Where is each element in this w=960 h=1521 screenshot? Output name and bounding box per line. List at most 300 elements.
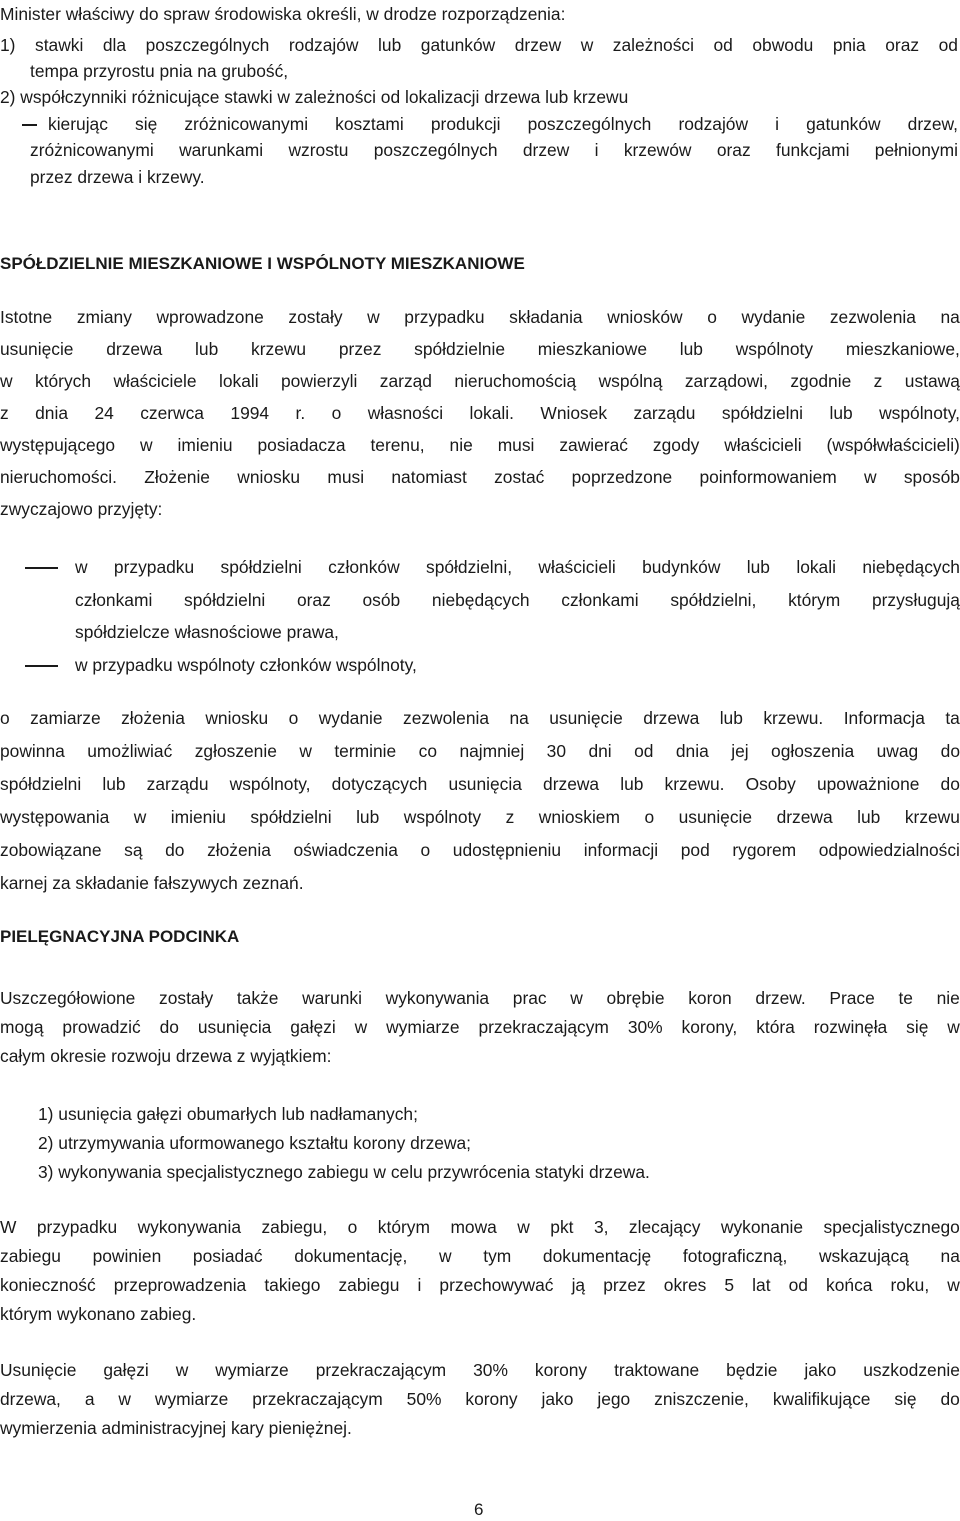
word: wydanie bbox=[741, 307, 806, 327]
word: drzew, bbox=[907, 114, 958, 134]
word: r. bbox=[295, 403, 306, 423]
word: lub bbox=[102, 774, 126, 794]
word: korony bbox=[465, 1389, 518, 1409]
word: poprzedzone bbox=[571, 467, 673, 487]
word: koron bbox=[688, 988, 732, 1008]
word: zgody bbox=[652, 435, 700, 455]
paragraph-line bbox=[0, 840, 960, 860]
word: obwodu bbox=[752, 35, 814, 55]
word: na bbox=[940, 307, 960, 327]
word: do bbox=[165, 840, 185, 860]
word: zgodnie bbox=[790, 371, 852, 391]
word: dni bbox=[588, 741, 612, 761]
word: gatunków bbox=[420, 35, 496, 55]
word: właścicieli bbox=[538, 557, 616, 577]
word: końca bbox=[826, 1275, 873, 1295]
intro-line bbox=[48, 114, 958, 134]
word: poszczególnych bbox=[527, 114, 652, 134]
word: zarządu bbox=[146, 774, 209, 794]
word: dokumentację, bbox=[294, 1246, 408, 1266]
paragraph-line bbox=[0, 807, 960, 827]
word: przypadku bbox=[113, 557, 195, 577]
word: ogłoszenia bbox=[771, 741, 855, 761]
word: wymiarze bbox=[215, 1360, 289, 1380]
dash-icon bbox=[22, 124, 37, 126]
word: w bbox=[864, 467, 877, 487]
word: którym bbox=[377, 1217, 430, 1237]
word: wnioskiem bbox=[538, 807, 620, 827]
word: (współwłaścicieli) bbox=[826, 435, 960, 455]
paragraph-line bbox=[0, 741, 960, 761]
word: zarządowi, bbox=[684, 371, 768, 391]
word: lokali bbox=[218, 371, 259, 391]
word: wprowadzone bbox=[156, 307, 264, 327]
word: dotyczących bbox=[331, 774, 428, 794]
word: lub bbox=[857, 807, 881, 827]
word: zniszczenie, bbox=[654, 1389, 749, 1409]
word: oraz bbox=[296, 590, 331, 610]
word: lub bbox=[746, 557, 770, 577]
word: w bbox=[0, 371, 13, 391]
word: w bbox=[133, 807, 147, 827]
word: ją bbox=[571, 1275, 586, 1295]
word: mieszkaniowe, bbox=[845, 339, 960, 359]
word: lub bbox=[378, 35, 402, 55]
word: budynków bbox=[642, 557, 721, 577]
word: Wniosek bbox=[540, 403, 608, 423]
word: złożenia bbox=[207, 840, 271, 860]
word: terminie bbox=[334, 741, 397, 761]
word: gałęzi bbox=[103, 1360, 149, 1380]
word: w bbox=[517, 1217, 530, 1237]
word: stawki bbox=[35, 35, 84, 55]
word: najmniej bbox=[459, 741, 525, 761]
word: wniosku bbox=[205, 708, 269, 728]
word: i bbox=[417, 1275, 422, 1295]
word: usunięcie bbox=[549, 708, 623, 728]
word: mowa bbox=[450, 1217, 497, 1237]
word: udostępnieniu bbox=[452, 840, 562, 860]
word: zamiarze bbox=[30, 708, 101, 728]
word: i bbox=[594, 140, 599, 160]
word: wniosku bbox=[237, 467, 301, 487]
word: specjalistycznego bbox=[823, 1217, 960, 1237]
word: o bbox=[420, 840, 431, 860]
word: zlecający bbox=[628, 1217, 701, 1237]
word: usunięcia bbox=[197, 1017, 272, 1037]
word: nie bbox=[936, 988, 960, 1008]
paragraph-line: zwyczajowo przyjęty: bbox=[0, 499, 163, 519]
list-item: 2) utrzymywania uformowanego kształtu korony drzewa; bbox=[38, 1133, 472, 1153]
word: poszczególnych bbox=[373, 140, 498, 160]
word: dokumentację bbox=[542, 1246, 652, 1266]
intro-line: Minister właściwy do spraw środowiska określi, w drodze rozporządzenia: bbox=[0, 4, 566, 24]
word: których bbox=[34, 371, 92, 391]
word: w bbox=[947, 1275, 960, 1295]
word: fotograficzną, bbox=[682, 1246, 788, 1266]
word: spółdzielni, bbox=[670, 590, 757, 610]
word: zobowiązane bbox=[0, 840, 102, 860]
word: powierzyli bbox=[281, 371, 358, 391]
word: traktowane bbox=[614, 1360, 700, 1380]
word: zawierać bbox=[559, 435, 628, 455]
word: 1994 bbox=[230, 403, 270, 423]
word: członkami bbox=[75, 590, 153, 610]
word: do bbox=[159, 1017, 179, 1037]
word: do bbox=[940, 774, 960, 794]
word: rygorem bbox=[732, 840, 797, 860]
word: zgłoszenie bbox=[194, 741, 277, 761]
word: 1) bbox=[0, 35, 16, 55]
word: umożliwiać bbox=[87, 741, 173, 761]
word: oświadczenia bbox=[293, 840, 398, 860]
word: kwalifikujące bbox=[772, 1389, 871, 1409]
word: Usunięcie bbox=[0, 1360, 77, 1380]
bullet-dash-icon bbox=[25, 665, 58, 667]
word: co bbox=[418, 741, 438, 761]
word: krzewu. bbox=[664, 774, 725, 794]
word: się bbox=[894, 1389, 917, 1409]
word: imieniu bbox=[170, 807, 226, 827]
word: o bbox=[707, 307, 717, 327]
word: roku, bbox=[890, 1275, 930, 1295]
word: mieszkaniowe bbox=[537, 339, 647, 359]
word: w bbox=[139, 435, 153, 455]
word: o bbox=[347, 1217, 358, 1237]
word: rodzajów bbox=[288, 35, 359, 55]
word: wykonywania bbox=[385, 988, 490, 1008]
word: wymiarze bbox=[386, 1017, 460, 1037]
word: w bbox=[75, 557, 88, 577]
word: są bbox=[124, 840, 143, 860]
word: funkcjami bbox=[776, 140, 850, 160]
word: drzew. bbox=[755, 988, 806, 1008]
word: wspólnoty, bbox=[229, 774, 311, 794]
word: spółdzielni, bbox=[426, 557, 513, 577]
word: powinna bbox=[0, 741, 65, 761]
word: drzewa bbox=[643, 708, 700, 728]
word: własności bbox=[367, 403, 444, 423]
paragraph-line bbox=[0, 1275, 960, 1295]
word: zabiegu bbox=[338, 1275, 400, 1295]
word: zróżnicowanymi bbox=[184, 114, 309, 134]
word: jego bbox=[597, 1389, 631, 1409]
word: dnia bbox=[675, 741, 709, 761]
bullet-dash-icon bbox=[25, 567, 58, 569]
word: członkami bbox=[561, 590, 639, 610]
word: w bbox=[439, 1246, 452, 1266]
word: produkcji bbox=[430, 114, 501, 134]
word: gatunków bbox=[806, 114, 881, 134]
word: takiego bbox=[264, 1275, 321, 1295]
word: wykonywania bbox=[137, 1217, 242, 1237]
word: usunięcie bbox=[678, 807, 753, 827]
word: pod bbox=[680, 840, 710, 860]
word: lub bbox=[679, 339, 703, 359]
word: lokali. bbox=[469, 403, 514, 423]
word: od bbox=[788, 1275, 808, 1295]
intro-line bbox=[0, 35, 958, 55]
word: ustawą bbox=[904, 371, 960, 391]
section-heading: PIELĘGNACYJNA PODCINKA bbox=[0, 927, 240, 946]
intro-line bbox=[30, 140, 958, 160]
word: w bbox=[580, 35, 594, 55]
word: o bbox=[0, 708, 10, 728]
word: o bbox=[288, 708, 299, 728]
word: 24 bbox=[94, 403, 114, 423]
word: drzewa bbox=[776, 807, 833, 827]
word: rodzajów bbox=[678, 114, 749, 134]
word: prac bbox=[512, 988, 547, 1008]
paragraph-line bbox=[0, 435, 960, 455]
word: zezwolenia bbox=[403, 708, 490, 728]
word: krzewu bbox=[904, 807, 960, 827]
word: do bbox=[940, 1389, 960, 1409]
word: uszkodzenie bbox=[863, 1360, 960, 1380]
word: składania bbox=[509, 307, 583, 327]
paragraph-line bbox=[0, 371, 960, 391]
word: usunięcia bbox=[448, 774, 522, 794]
word: także bbox=[236, 988, 279, 1008]
word: krzewu bbox=[251, 339, 307, 359]
word: wspólną bbox=[598, 371, 663, 391]
word: przez bbox=[338, 339, 382, 359]
word: przekraczającym bbox=[315, 1360, 447, 1380]
word: oraz bbox=[885, 35, 920, 55]
word: oraz bbox=[716, 140, 751, 160]
word: od bbox=[634, 741, 654, 761]
word: przypadku bbox=[404, 307, 485, 327]
word: nie bbox=[449, 435, 473, 455]
word: drzewa, bbox=[0, 1389, 61, 1409]
word: wydanie bbox=[318, 708, 383, 728]
word: powinien bbox=[92, 1246, 162, 1266]
word: zostały bbox=[159, 988, 214, 1008]
word: usunięcie bbox=[0, 339, 74, 359]
word: z bbox=[0, 403, 9, 423]
paragraph-line: karnej za składanie fałszywych zeznań. bbox=[0, 873, 304, 893]
word: warunkami bbox=[179, 140, 264, 160]
word: spółdzielnie bbox=[414, 339, 506, 359]
word: na bbox=[509, 708, 529, 728]
word: te bbox=[898, 988, 913, 1008]
word: wykonanie bbox=[720, 1217, 804, 1237]
paragraph-line bbox=[0, 1017, 960, 1037]
intro-line: 2) współczynniki różnicujące stawki w zależności od lokalizacji drzewa lub krzewu bbox=[0, 87, 629, 107]
word: od bbox=[938, 35, 958, 55]
word: przeprowadzenia bbox=[113, 1275, 247, 1295]
word: 5 bbox=[724, 1275, 735, 1295]
word: o bbox=[644, 807, 655, 827]
word: musi bbox=[327, 467, 365, 487]
word: zmiany bbox=[76, 307, 132, 327]
word: przekraczającym bbox=[478, 1017, 609, 1037]
word: osób bbox=[362, 590, 401, 610]
word: mogą bbox=[0, 1017, 44, 1037]
word: do bbox=[940, 741, 960, 761]
word: natomiast bbox=[391, 467, 467, 487]
word: 30% bbox=[627, 1017, 663, 1037]
word: występującego bbox=[0, 435, 116, 455]
word: spółdzielni bbox=[220, 557, 302, 577]
paragraph-line: całym okresie rozwoju drzewa z wyjątkiem: bbox=[0, 1046, 332, 1066]
word: w bbox=[299, 741, 312, 761]
word: lub bbox=[829, 403, 853, 423]
word: imieniu bbox=[177, 435, 233, 455]
word: poszczególnych bbox=[145, 35, 270, 55]
word: zróżnicowanymi bbox=[30, 140, 154, 160]
bullet-line: w przypadku wspólnoty członków wspólnoty, bbox=[75, 655, 417, 675]
word: drzewa bbox=[543, 774, 600, 794]
word: niebędących bbox=[862, 557, 960, 577]
word: członków bbox=[328, 557, 400, 577]
paragraph-line bbox=[0, 307, 960, 327]
word: obrębie bbox=[606, 988, 665, 1008]
word: drzew bbox=[514, 35, 562, 55]
word: lub bbox=[356, 807, 380, 827]
paragraph-line bbox=[0, 1217, 960, 1237]
word: zezwolenia bbox=[829, 307, 916, 327]
word: Istotne bbox=[0, 307, 53, 327]
word: niebędących bbox=[431, 590, 530, 610]
word: właściciele bbox=[113, 371, 197, 391]
word: spółdzielni bbox=[184, 590, 266, 610]
word: sposób bbox=[903, 467, 960, 487]
word: lat bbox=[752, 1275, 771, 1295]
word: zostać bbox=[494, 467, 545, 487]
list-item: 3) wykonywania specjalistycznego zabiegu w celu przywrócenia statyki drzewa. bbox=[38, 1162, 650, 1182]
word: okres bbox=[663, 1275, 707, 1295]
word: jako bbox=[804, 1360, 837, 1380]
word: się bbox=[135, 114, 158, 134]
word: się bbox=[906, 1017, 929, 1037]
word: dla bbox=[102, 35, 127, 55]
word: tym bbox=[483, 1246, 512, 1266]
word: występowania bbox=[0, 807, 110, 827]
word: w bbox=[367, 307, 380, 327]
word: przysługują bbox=[871, 590, 960, 610]
word: 30% bbox=[473, 1360, 508, 1380]
word: pnia bbox=[832, 35, 866, 55]
word: o bbox=[331, 403, 342, 423]
paragraph-line bbox=[0, 467, 960, 487]
word: czerwca bbox=[140, 403, 204, 423]
paragraph-line bbox=[0, 988, 960, 1008]
word: Prace bbox=[829, 988, 875, 1008]
word: pełnionymi bbox=[874, 140, 958, 160]
word: w bbox=[570, 988, 583, 1008]
word: nieruchomością bbox=[454, 371, 577, 391]
bullet-line bbox=[75, 590, 960, 610]
word: uwag bbox=[876, 741, 919, 761]
word: drzewa bbox=[106, 339, 163, 359]
word: dnia bbox=[35, 403, 69, 423]
word: spółdzielni bbox=[721, 403, 804, 423]
word: korony, bbox=[681, 1017, 738, 1037]
word: w bbox=[175, 1360, 189, 1380]
word: warunki bbox=[302, 988, 362, 1008]
word: wspólnoty bbox=[403, 807, 482, 827]
word: a bbox=[84, 1389, 95, 1409]
word: terenu, bbox=[370, 435, 425, 455]
word: wspólnoty bbox=[735, 339, 814, 359]
paragraph-line bbox=[0, 1389, 960, 1409]
word: upoważnione bbox=[816, 774, 920, 794]
word: pkt bbox=[550, 1217, 574, 1237]
word: posiadać bbox=[192, 1246, 263, 1266]
word: przypadku bbox=[36, 1217, 118, 1237]
word: wskazującą bbox=[818, 1246, 909, 1266]
paragraph-line bbox=[0, 774, 960, 794]
word: przez bbox=[603, 1275, 646, 1295]
word: Informacja bbox=[843, 708, 925, 728]
word: w bbox=[354, 1017, 368, 1037]
word: poinformowaniem bbox=[699, 467, 837, 487]
word: wspólnoty, bbox=[879, 403, 960, 423]
word: Osoby bbox=[745, 774, 796, 794]
word: przechowywać bbox=[439, 1275, 554, 1295]
intro-line: przez drzewa i krzewy. bbox=[30, 167, 205, 187]
word: i bbox=[775, 114, 780, 134]
word: krzewów bbox=[623, 140, 692, 160]
word: lub bbox=[620, 774, 644, 794]
paragraph-line bbox=[0, 1360, 960, 1380]
word: która bbox=[756, 1017, 795, 1037]
word: posiadacza bbox=[257, 435, 346, 455]
word: rozwinęła bbox=[813, 1017, 888, 1037]
word: Uszczegółowione bbox=[0, 988, 136, 1008]
word: na bbox=[940, 1246, 960, 1266]
word: Złożenie bbox=[144, 467, 210, 487]
paragraph-line bbox=[0, 1246, 960, 1266]
word: w bbox=[118, 1389, 131, 1409]
word: zarządu bbox=[633, 403, 696, 423]
word: przekraczającym bbox=[252, 1389, 383, 1409]
paragraph-line: wymierzenia administracyjnej kary pieniężnej. bbox=[0, 1418, 352, 1438]
word: krzewu. bbox=[763, 708, 824, 728]
word: wymiarze bbox=[154, 1389, 229, 1409]
page-number: 6 bbox=[474, 1500, 484, 1519]
word: nieruchomości. bbox=[0, 467, 117, 487]
word: z bbox=[873, 371, 883, 391]
bullet-line: spółdzielcze własnościowe prawa, bbox=[75, 622, 339, 642]
word: w bbox=[947, 1017, 960, 1037]
paragraph-line bbox=[0, 403, 960, 423]
word: wniosków bbox=[607, 307, 683, 327]
word: drzew bbox=[522, 140, 570, 160]
word: lub bbox=[719, 708, 743, 728]
word: 30 bbox=[546, 741, 566, 761]
word: 50% bbox=[406, 1389, 442, 1409]
section-heading: SPÓŁDZIELNIE MIESZKANIOWE I WSPÓLNOTY MIESZKANIOWE bbox=[0, 254, 525, 273]
word: odpowiedzialności bbox=[818, 840, 960, 860]
word: spółdzielni bbox=[250, 807, 332, 827]
word: jako bbox=[541, 1389, 574, 1409]
word: zabiegu, bbox=[261, 1217, 328, 1237]
word: zabiegu bbox=[0, 1246, 61, 1266]
bullet-line bbox=[75, 557, 960, 577]
word: wzrostu bbox=[288, 140, 349, 160]
word: gałęzi bbox=[290, 1017, 336, 1037]
word: od bbox=[713, 35, 733, 55]
word: kierując bbox=[48, 114, 108, 134]
word: zależności bbox=[612, 35, 694, 55]
paragraph-line bbox=[0, 708, 960, 728]
paragraph-line bbox=[0, 339, 960, 359]
word: korony bbox=[534, 1360, 588, 1380]
word: którym bbox=[788, 590, 841, 610]
word: zostały bbox=[288, 307, 343, 327]
